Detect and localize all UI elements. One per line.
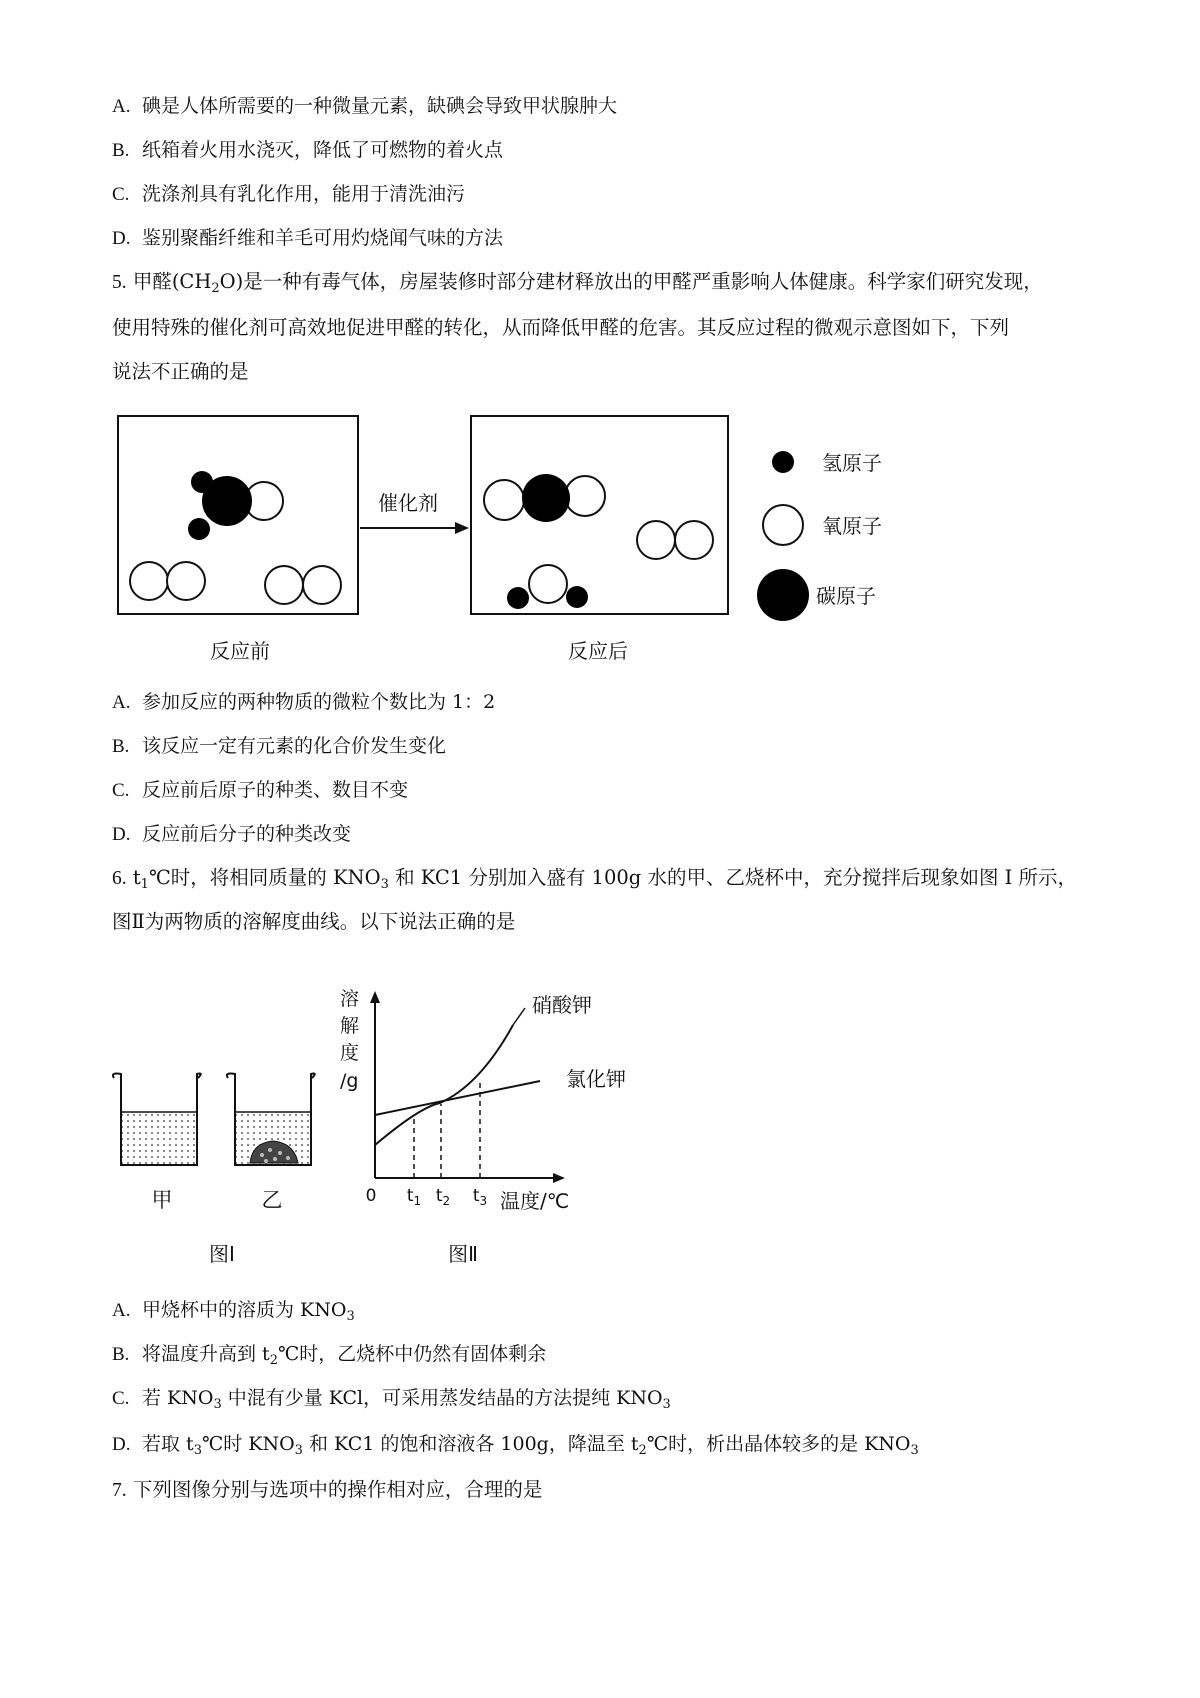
svg-text:度: 度	[340, 1042, 360, 1064]
before-label: 反应前	[210, 639, 270, 663]
carbon-dioxide-molecule	[484, 474, 605, 522]
figure-2-caption: 图Ⅱ	[448, 1242, 478, 1266]
q4-option-a: A. 碘是人体所需要的一种微量元素，缺碘会导致甲状腺肿大	[112, 95, 618, 117]
q6-option-a: A. 甲烧杯中的溶质为 $KNO_3$	[112, 1299, 355, 1324]
q5-stem-line-1: 5. 甲醛$(CH_2O)$是一种有毒气体，房屋装修时部分建材释放出的甲醛严重影响人体健康。科学家们研究发现，	[112, 270, 1043, 296]
beaker-jia-label: 甲	[151, 1188, 173, 1212]
q6-option-b: B. 将温度升高到 $t_2℃$时，乙烧杯中仍然有固体剩余	[112, 1343, 547, 1368]
x-axis-label: 温度/℃	[500, 1189, 570, 1213]
label-kcl: 氯化钾	[566, 1067, 626, 1091]
beaker-jia	[113, 1074, 201, 1166]
q5-stem-line-2: 使用特殊的催化剂可高效地促进甲醛的转化，从而降低甲醛的危害。其反应过程的微观示意图如下，下列	[112, 316, 1010, 339]
label-kno3: 硝酸钾	[532, 993, 592, 1017]
q5-option-c: C. 反应前后原子的种类、数目不变	[112, 779, 409, 801]
origin-label: 0	[365, 1186, 377, 1206]
oxygen-molecule-after	[637, 521, 713, 559]
svg-text:溶: 溶	[340, 988, 360, 1010]
curve-kno3	[375, 1025, 513, 1145]
q4-option-c: C. 洗涤剂具有乳化作用，能用于清洗油污	[112, 183, 466, 205]
solubility-figure	[0, 975, 1200, 1275]
q5-option-d: D. 反应前后分子的种类改变	[112, 823, 352, 845]
formaldehyde-molecule	[188, 471, 283, 540]
q5-option-b: B. 该反应一定有元素的化合价发生变化	[112, 735, 447, 757]
q4-option-b: B. 纸箱着火用水浇灭，降低了可燃物的着火点	[112, 139, 504, 161]
svg-text:解: 解	[340, 1015, 360, 1037]
legend	[757, 451, 882, 621]
oxygen-molecule-2	[265, 566, 341, 604]
oxygen-molecule-1	[130, 562, 205, 600]
curve-kcl	[375, 1081, 540, 1115]
legend-oxygen: 氧原子	[822, 514, 882, 538]
tick-t2: $t_2$	[435, 1186, 451, 1208]
catalyst-label: 催化剂	[378, 491, 438, 515]
q6-stem-line-1: 6. $t_1℃$时，将相同质量的 $KNO_3$ 和 KC1 分别加入盛有 100g 水的甲、乙烧杯中，充分搅拌后现象如图 I 所示，	[112, 866, 1078, 892]
q4-option-d: D. 鉴别聚酯纤维和羊毛可用灼烧闻气味的方法	[112, 227, 504, 249]
q5-stem-line-3: 说法不正确的是	[112, 360, 249, 383]
q6-stem-line-2: 图Ⅱ为两物质的溶解度曲线。以下说法正确的是	[112, 910, 516, 933]
legend-hydrogen: 氢原子	[822, 451, 882, 475]
legend-carbon: 碳原子	[816, 584, 876, 608]
q6-option-d: D. 若取 $t_3℃$时 $KNO_3$ 和 KC1 的饱和溶液各 100g，降温至 $t_2℃$时，析出晶体较多的是 $KNO_3$	[112, 1433, 919, 1458]
tick-t3: $t_3$	[472, 1186, 488, 1208]
beaker-yi	[227, 1074, 315, 1166]
tick-t1: $t_1$	[406, 1186, 422, 1208]
reaction-arrow-head	[455, 522, 469, 534]
y-axis-label	[340, 988, 359, 1092]
figure-1-caption: 图Ⅰ	[209, 1242, 235, 1266]
water-molecule	[507, 565, 588, 609]
reaction-diagram	[0, 400, 1200, 675]
q5-option-a: A. 参加反应的两种物质的微粒个数比为 1：2	[112, 691, 496, 713]
beaker-yi-label: 乙	[261, 1188, 283, 1212]
svg-text:/g: /g	[340, 1070, 359, 1092]
q7-stem: 7. 下列图像分别与选项中的操作相对应，合理的是	[112, 1478, 543, 1501]
after-label: 反应后	[568, 639, 628, 663]
q6-option-c: C. 若 $KNO_3$ 中混有少量 KCl，可采用蒸发结晶的方法提纯 $KNO_3$	[112, 1387, 671, 1412]
